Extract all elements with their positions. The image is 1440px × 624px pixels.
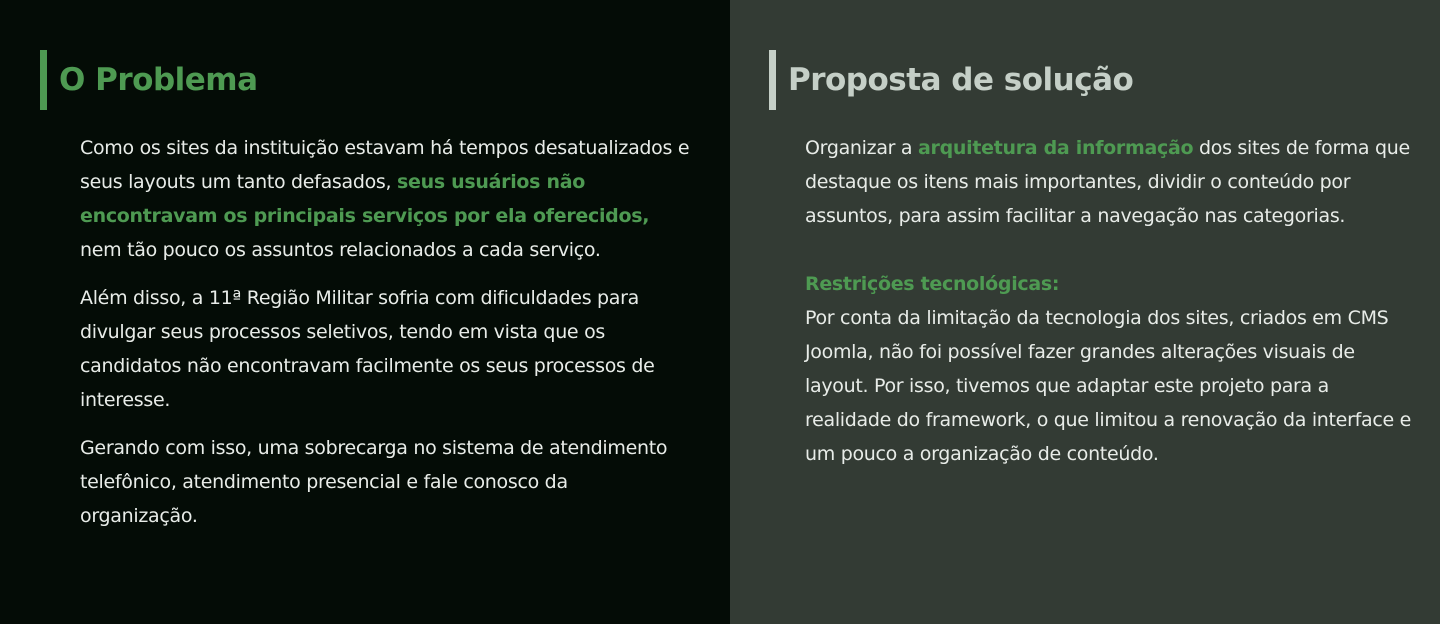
restrictions-title: Restrições tecnológicas: — [805, 273, 1060, 295]
solution-heading-row — [769, 50, 1133, 110]
solution-paragraph-1-text-b: dos sites de forma que destaque os itens mais importantes, dividir o conteúdo por assuntos, para assim facilitar a navegação nas categorias. — [805, 137, 1410, 227]
problem-highlight: seus usuários não encontravam os principais serviços por ela oferecidos, — [80, 171, 650, 227]
solution-highlight: arquitetura da informação — [918, 137, 1194, 159]
problem-accent-bar — [40, 50, 47, 110]
problem-paragraph-1 — [80, 131, 690, 267]
problem-heading-row — [40, 50, 258, 110]
problem-paragraph-3: Gerando com isso, uma sobrecarga no sistema de atendimento telefônico, atendimento presencial e fale conosco da organização. — [80, 437, 668, 527]
problem-paragraph-1-text-a: Como os sites da instituição estavam há tempos desatualizados e seus layouts um tanto defasados, — [80, 137, 690, 193]
problem-body — [80, 131, 690, 547]
solution-accent-bar — [769, 50, 776, 110]
solution-paragraph-1-text-a: Organizar a — [805, 137, 919, 159]
problem-paragraph-1-text-b: nem tão pouco os assuntos relacionados a cada serviço. — [80, 239, 601, 261]
problem-paragraph-2: Além disso, a 11ª Região Militar sofria com dificuldades para divulgar seus processos seletivos, tendo em vista que os candidatos não encontravam facilmente os seus processos de interesse. — [80, 287, 655, 411]
problem-title: O Problema — [59, 62, 258, 98]
solution-body — [805, 131, 1415, 471]
solution-panel — [730, 0, 1440, 624]
restrictions-text: Por conta da limitação da tecnologia dos sites, criados em CMS Joomla, não foi possível fazer grandes alterações visuais de layout. Por isso, tivemos que adaptar este projeto para a realidade do framework, o que limitou a renovação da interface e um pouco a organização de conteúdo. — [805, 307, 1411, 465]
solution-title: Proposta de solução — [788, 62, 1134, 98]
solution-paragraph-1 — [805, 131, 1415, 233]
